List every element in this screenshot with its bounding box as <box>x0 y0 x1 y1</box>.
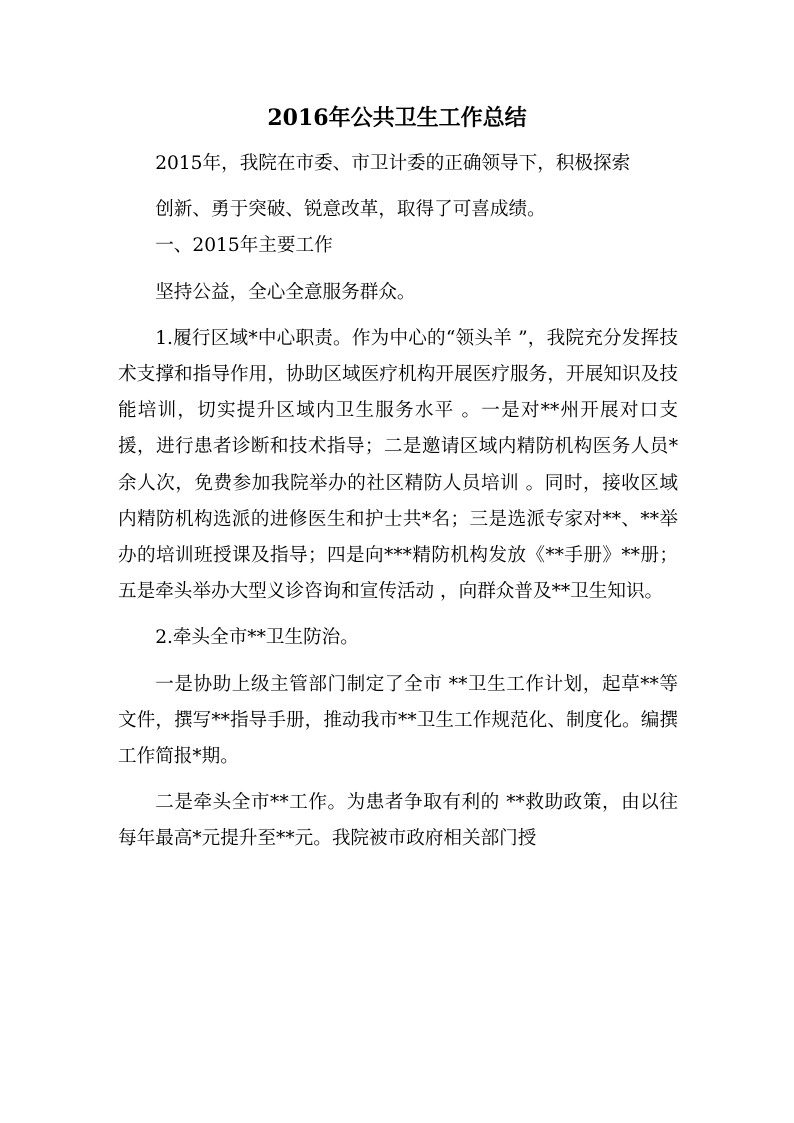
document-title: 2016年公共卫生工作总结 <box>267 105 527 131</box>
paragraph-intro: 2015年，我院在市委、市卫计委的正确领导下，积极探索 <box>155 153 631 174</box>
paragraph-public-welfare: 坚持公益，全心全意服务群众。 <box>155 281 416 303</box>
paragraph-citywide-prevention-heading: 2.牵头全市**卫生防治。 <box>155 627 359 649</box>
paragraph-relief-policy: 二是牵头全市**工作。为患者争取有利的 **救助政策，由以往每年最高*元提升至**元。我院被市政府相关部门授 <box>118 792 678 850</box>
section-heading-main-work: 一、2015年主要工作 <box>155 235 333 257</box>
paragraph-intro-continued: 创新、勇于突破、锐意改革，取得了可喜成绩。 <box>155 199 546 221</box>
paragraph-regional-center: 1.履行区域*中心职责。作为中心的“领头羊 ”，我院充分发挥技术支撑和指导作用，协助区域医疗机构开展医疗服务，开展知识及技能培训，切实提升区域内卫生服务水平 。一是对**州开展对口支援，进行患者诊断和技术指导；二是邀请区域内精防机构医务人员*余人次，免费参加我院举办的社区精防人员培训 。同时，接收区域内精防机构选派的进修医生和护士共*名；三是选派专家对**、**举办的培训班授课及指导；四是向***精防机构发放《**手册》**册；五是牵头举办大型义诊咨询和宣传活动 ，向群众普及**卫生知识。 <box>118 327 678 603</box>
document-body <box>118 146 678 858</box>
paragraph-work-plan: 一是协助上级主管部门制定了全市 **卫生工作计划，起草**等文件，撰写**指导手册，推动我市**卫生工作规范化、制度化。编撰工作简报*期。 <box>118 673 678 768</box>
